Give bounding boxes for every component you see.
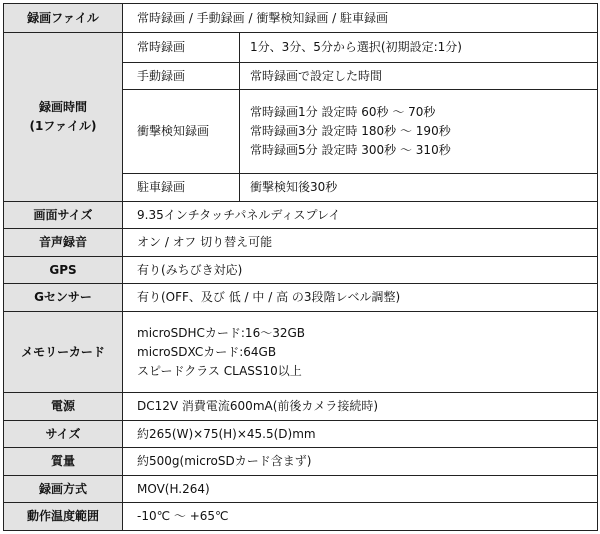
recording-time-label	[4, 33, 123, 202]
power-value: DC12V 消費電流600mA(前後カメラ接続時)	[123, 393, 598, 421]
row-memory-card	[4, 312, 598, 393]
size-label: サイズ	[4, 421, 123, 448]
sub-label-manual: 手動録画	[123, 63, 240, 90]
impact-line-3: 常時録画5分 設定時 300秒 〜 310秒	[250, 143, 451, 157]
row-recording-file	[4, 4, 598, 33]
gsensor-label: Gセンサー	[4, 284, 123, 312]
rec-format-label: 録画方式	[4, 476, 123, 503]
sub-value-impact	[240, 90, 598, 174]
temperature-label: 動作温度範囲	[4, 503, 123, 531]
impact-line-2: 常時録画3分 設定時 180秒 〜 190秒	[250, 124, 451, 138]
row-gps	[4, 257, 598, 284]
power-label: 電源	[4, 393, 123, 421]
screen-size-label: 画面サイズ	[4, 202, 123, 229]
row-size	[4, 421, 598, 448]
rec-format-value: MOV(H.264)	[123, 476, 598, 503]
gps-value: 有り(みちびき対応)	[123, 257, 598, 284]
row-rec-format	[4, 476, 598, 503]
row-power	[4, 393, 598, 421]
row-temperature	[4, 503, 598, 531]
screen-size-value: 9.35インチタッチパネルディスプレイ	[123, 202, 598, 229]
weight-label: 質量	[4, 448, 123, 476]
memory-card-line-3: スピードクラス CLASS10以上	[137, 363, 302, 378]
sub-value-parking: 衝撃検知後30秒	[240, 174, 598, 202]
row-weight	[4, 448, 598, 476]
audio-label: 音声録音	[4, 229, 123, 257]
size-value: 約265(W)×75(H)×45.5(D)mm	[123, 421, 598, 448]
impact-line-1: 常時録画1分 設定時 60秒 〜 70秒	[250, 105, 436, 119]
row-audio	[4, 229, 598, 257]
memory-card-line-2: microSDXCカード:64GB	[137, 344, 277, 359]
recording-time-label-main: 録画時間	[38, 100, 87, 114]
row-recording-time-continuous	[4, 33, 598, 63]
recording-file-label: 録画ファイル	[4, 4, 123, 33]
recording-time-label-sub: (1ファイル)	[29, 119, 97, 133]
row-gsensor	[4, 284, 598, 312]
gsensor-value: 有り(OFF、及び 低 / 中 / 高 の3段階レベル調整)	[123, 284, 598, 312]
recording-file-value: 常時録画 / 手動録画 / 衝撃検知録画 / 駐車録画	[123, 4, 598, 33]
sub-label-parking: 駐車録画	[123, 174, 240, 202]
sub-value-manual: 常時録画で設定した時間	[240, 63, 598, 90]
spec-table	[3, 3, 598, 531]
gps-label: GPS	[4, 257, 123, 284]
weight-value: 約500g(microSDカード含まず)	[123, 448, 598, 476]
memory-card-label: メモリーカード	[4, 312, 123, 393]
audio-value: オン / オフ 切り替え可能	[123, 229, 598, 257]
sub-label-continuous: 常時録画	[123, 33, 240, 63]
memory-card-line-1: microSDHCカード:16〜32GB	[137, 325, 306, 340]
memory-card-value	[123, 312, 598, 393]
temperature-value: -10℃ 〜 +65℃	[123, 503, 598, 531]
row-screen-size	[4, 202, 598, 229]
sub-value-continuous: 1分、3分、5分から選択(初期設定:1分)	[240, 33, 598, 63]
sub-label-impact: 衝撃検知録画	[123, 90, 240, 174]
